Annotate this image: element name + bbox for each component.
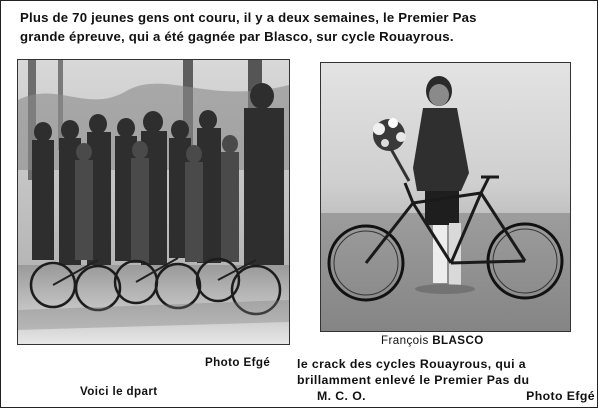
- winner-caption-line-3: M. C. O.: [317, 389, 366, 403]
- winner-name-caption: [381, 334, 484, 347]
- winner-photo-caption: [297, 356, 597, 404]
- header-line-2: grande épreuve, qui a été gagnée par Blasco, sur cycle Rouayrous.: [20, 29, 454, 44]
- winner-photo-credit: Photo Efgé: [526, 389, 595, 403]
- winner-photo-image: [321, 63, 570, 331]
- start-photo-image: [18, 60, 289, 344]
- start-photo: [17, 59, 290, 345]
- start-photo-credit: Photo Efgé: [205, 356, 271, 369]
- winner-caption-line-1: le crack des cycles Rouayrous, qui a: [297, 357, 527, 371]
- winner-first-name: François: [381, 334, 429, 347]
- winner-caption-line-2: brillamment enlevé le Premier Pas du: [297, 373, 530, 387]
- winner-last-name: BLASCO: [432, 334, 484, 347]
- article-header: [20, 8, 585, 46]
- header-line-1: Plus de 70 jeunes gens ont couru, il y a deux semaines, le Premier Pas: [20, 10, 477, 25]
- winner-photo: [320, 62, 571, 332]
- start-photo-caption: Voici le dpart: [80, 385, 158, 398]
